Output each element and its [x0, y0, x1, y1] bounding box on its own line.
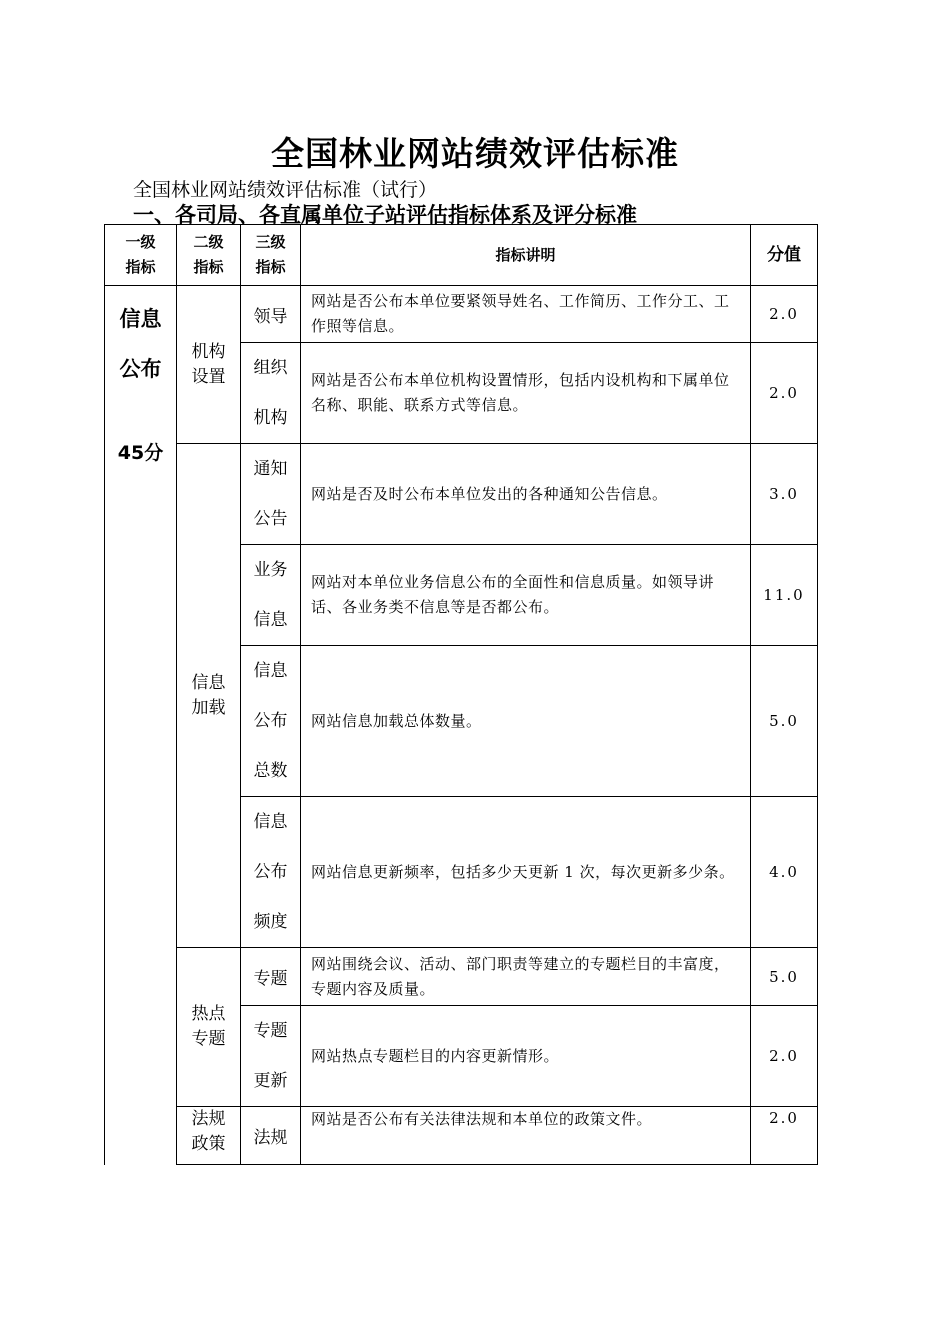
evaluation-table: [104, 224, 818, 1165]
table-row: [105, 948, 818, 1006]
level2-hot-topics: 热点 专题: [177, 948, 241, 1107]
level3-indicator: 组织 机构: [241, 343, 301, 444]
table-row: [105, 444, 818, 545]
level3-indicator: 领导: [241, 286, 301, 343]
level2-laws-policies: 法规 政策: [177, 1107, 241, 1165]
level3-indicator: 专题: [241, 948, 301, 1006]
score-value: 2.0: [751, 1107, 818, 1165]
document-subtitle: 全国林业网站绩效评估标准（试行）: [133, 179, 438, 201]
table-row: [105, 1107, 818, 1165]
level3-indicator: 专题 更新: [241, 1006, 301, 1107]
indicator-description: 网站是否公布本单位机构设置情形，包括内设机构和下属单位名称、职能、联系方式等信息。: [301, 343, 751, 444]
score-value: 2.0: [751, 1006, 818, 1107]
document-title: 全国林业网站绩效评估标准: [271, 134, 679, 173]
level2-org-setup: 机构 设置: [177, 286, 241, 444]
indicator-description: 网站热点专题栏目的内容更新情形。: [301, 1006, 751, 1107]
score-value: 3.0: [751, 444, 818, 545]
score-value: 2.0: [751, 343, 818, 444]
header-description: 指标讲明: [301, 225, 751, 286]
header-score: 分值: [751, 225, 818, 286]
indicator-description: 网站对本单位业务信息公布的全面性和信息质量。如领导讲话、各业务类不信息等是否都公布。: [301, 545, 751, 646]
level1-indicator: 信息 公布 45分: [105, 286, 177, 1165]
indicator-description: 网站信息更新频率，包括多少天更新 1 次，每次更新多少条。: [301, 797, 751, 948]
indicator-description: 网站围绕会议、活动、部门职责等建立的专题栏目的丰富度，专题内容及质量。: [301, 948, 751, 1006]
indicator-description: 网站是否公布有关法律法规和本单位的政策文件。: [301, 1107, 751, 1165]
score-value: 2.0: [751, 286, 818, 343]
header-level3: 三级 指标: [241, 225, 301, 286]
header-level1: 一级 指标: [105, 225, 177, 286]
level2-info-loading: 信息 加载: [177, 444, 241, 948]
indicator-description: 网站是否及时公布本单位发出的各种通知公告信息。: [301, 444, 751, 545]
score-value: 5.0: [751, 646, 818, 797]
score-value: 5.0: [751, 948, 818, 1006]
table-header-row: [105, 225, 818, 286]
indicator-description: 网站信息加载总体数量。: [301, 646, 751, 797]
table-row: [105, 286, 818, 343]
level3-indicator: 信息 公布 总数: [241, 646, 301, 797]
level3-indicator: 信息 公布 频度: [241, 797, 301, 948]
score-value: 4.0: [751, 797, 818, 948]
header-level2: 二级 指标: [177, 225, 241, 286]
level3-indicator: 法规: [241, 1107, 301, 1165]
score-value: 11.0: [751, 545, 818, 646]
level3-indicator: 通知 公告: [241, 444, 301, 545]
indicator-description: 网站是否公布本单位要紧领导姓名、工作简历、工作分工、工作照等信息。: [301, 286, 751, 343]
level3-indicator: 业务 信息: [241, 545, 301, 646]
section-heading: 一、各司局、各直属单位子站评估指标体系及评分标准: [133, 203, 637, 227]
